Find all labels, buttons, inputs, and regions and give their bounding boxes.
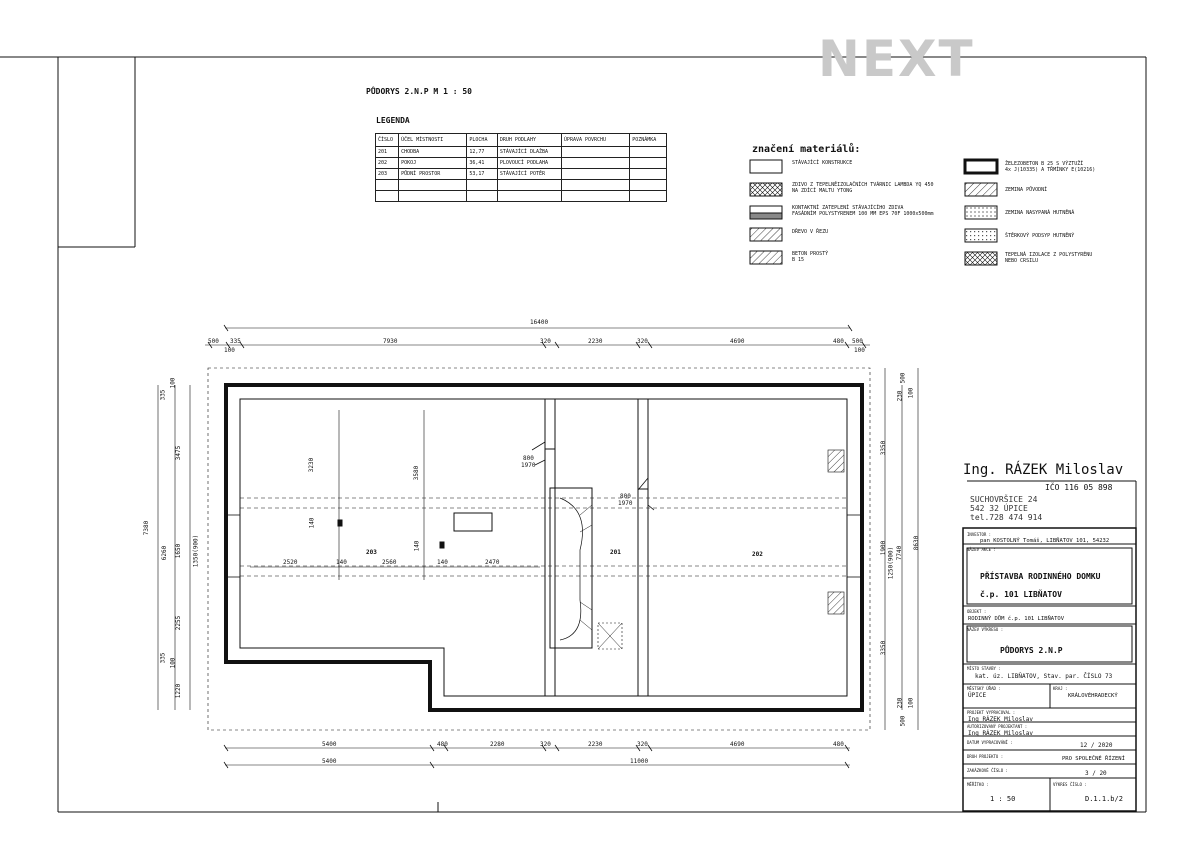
dim-label: 1220 — [175, 683, 183, 699]
dim-label: 1650 — [175, 543, 183, 559]
swatch-blocks — [750, 183, 782, 196]
swatch-rc — [965, 160, 997, 173]
legend-cell: 201 — [376, 147, 399, 158]
legend-cell — [561, 147, 629, 158]
dim-label: 16400 — [530, 319, 549, 326]
swatch-soil — [965, 183, 997, 196]
legend-cell: PŮDNÍ PROSTOR — [399, 169, 467, 180]
responsible: Ing RÁZEK Miloslav — [968, 730, 1034, 737]
dim-label: 4690 — [730, 338, 745, 345]
dim-label: 3475 — [175, 445, 183, 461]
object-label: OBJEKT : — [967, 609, 987, 614]
region-label: KRAJ : — [1053, 686, 1068, 691]
address-line: 542 32 ÚPICE — [970, 504, 1028, 513]
dim-label: 2470 — [485, 559, 500, 566]
dim-label: 100 — [169, 377, 177, 389]
date: 12 / 2020 — [1080, 742, 1113, 749]
dim-label: 3350 — [880, 640, 888, 656]
dim-label: 3230 — [308, 457, 316, 473]
legend-cell — [630, 169, 667, 180]
legend-cell: 203 — [376, 169, 399, 180]
dim-label: 100 — [907, 387, 915, 399]
dim-label: 500 — [852, 338, 863, 345]
legend-cell — [561, 169, 629, 180]
legend-col-header: PLOCHA — [467, 134, 497, 147]
dim-label: 6260 — [161, 545, 169, 561]
material-label: BETON PROSTÝ B 15 — [792, 251, 829, 263]
legend-cell: POKOJ — [399, 158, 467, 169]
next-logo: NEXT — [818, 30, 975, 88]
date-label: DATUM VYPRACOVÁNÍ : — [967, 740, 1013, 745]
project-type: PRO SPOLEČNÉ ŘÍZENÍ — [1062, 756, 1125, 762]
dim-label: 11000 — [630, 758, 649, 765]
legend-cell — [630, 158, 667, 169]
dim-label: 140 — [413, 540, 421, 552]
project-line1: PŘÍSTAVBA RODINNÉHO DOMKU — [980, 572, 1101, 581]
made-by-label: PROJEKT VYPRACOVAL : — [967, 710, 1016, 715]
dim-label: 140 — [308, 517, 316, 529]
project-line2: č.p. 101 LIBŇATOV — [980, 590, 1062, 599]
author-name: Ing. RÁZEK Miloslav — [963, 462, 1124, 478]
material-label: ZDIVO Z TEPELNĚIZOLAČNÍCH TVÁRNIC LAMBDA YQ 450 NA ZDÍCÍ MALTU YTONG — [792, 182, 934, 194]
swatch-eps — [965, 252, 997, 265]
scale: 1 : 50 — [990, 795, 1016, 803]
dim-label: 1970 — [618, 500, 633, 507]
region: KRÁLOVÉHRADECKÝ — [1068, 693, 1118, 699]
legend-cell — [630, 147, 667, 158]
legend-cell: CHODBA — [399, 147, 467, 158]
table-row — [376, 191, 667, 202]
drawing-label: NÁZEV VÝKRESU : — [967, 627, 1004, 632]
investor-label: INVESTOR : — [967, 532, 992, 537]
dim-label: 5400 — [322, 741, 337, 748]
place-label: MÍSTO STAVBY : — [967, 666, 1001, 671]
dim-label: 7930 — [383, 338, 398, 345]
dim-label: 4690 — [730, 741, 745, 748]
ico: IČO 116 05 898 — [1045, 483, 1113, 492]
dim-label: 335 — [159, 652, 167, 664]
legend-col-header: ÚPRAVA POVRCHU — [561, 134, 629, 147]
dim-label: 335 — [159, 389, 167, 401]
legend-cell: STÁVAJÍCÍ POTĚR — [497, 169, 561, 180]
dim-label: 500 — [899, 372, 907, 384]
legend-col-header: ČÍSLO — [376, 134, 399, 147]
material-label: DŘEVO V ŘEZU — [792, 229, 829, 235]
dim-label: 3580 — [413, 465, 421, 481]
material-label: TEPELNÁ IZOLACE Z POLYSTYRÉNU NEBO CRSILU — [1005, 252, 1093, 264]
sheet-number: D.1.1.b/2 — [1085, 795, 1123, 803]
sheet-label: VÝKRES ČÍSLO : — [1053, 782, 1087, 787]
dim-label: 3350 — [880, 440, 888, 456]
scale-label: MĚŘÍTKO : — [967, 782, 989, 787]
dim-label: 480 — [833, 741, 844, 748]
responsible-label: AUTORIZOVANÝ PROJEKTANT : — [967, 724, 1028, 729]
dim-label: 320 — [540, 741, 551, 748]
made-by: Ing RÁZEK Miloslav — [968, 716, 1034, 723]
dim-label: 230 — [896, 697, 904, 709]
dim-label: 230 — [896, 390, 904, 402]
office: ÚPICE — [968, 692, 987, 699]
dim-label: 2230 — [588, 338, 603, 345]
legend-cell: 12,77 — [467, 147, 497, 158]
material-label: STÁVAJÍCÍ KONSTRUKCE — [792, 160, 853, 166]
swatch-wood — [750, 228, 782, 241]
dim-label: 335 — [230, 338, 241, 345]
dim-label: 5400 — [322, 758, 337, 765]
dim-label: 480 — [833, 338, 844, 345]
dim-label: 320 — [637, 338, 648, 345]
dim-label: 500 — [208, 338, 219, 345]
dim-label: 7380 — [143, 520, 151, 536]
floor-plan — [140, 310, 930, 780]
legend-heading: LEGENDA — [376, 116, 410, 125]
dim-label: 800 — [523, 455, 534, 462]
legend-cell: 36,41 — [467, 158, 497, 169]
legend-table — [375, 133, 667, 202]
dim-label: 480 — [437, 741, 448, 748]
legend-col-header: ÚČEL MÍSTNOSTI — [399, 134, 467, 147]
material-label: ŽELEZOBETON B 25 S VÝZTUŽÍ 4x J(10335) A TŘMÍNKY E(10216) — [1005, 161, 1096, 173]
dim-label: 800 — [620, 493, 631, 500]
room-label: 203 — [366, 549, 377, 556]
room-label: 201 — [610, 549, 621, 556]
dim-label: 2230 — [588, 741, 603, 748]
dim-label: 2520 — [283, 559, 298, 566]
dim-label: 320 — [637, 741, 648, 748]
dim-label: 100 — [854, 347, 865, 354]
order-label: ZAKÁZKOVÉ ČÍSLO : — [967, 768, 1008, 773]
dim-label: 2255 — [175, 615, 183, 631]
table-row — [376, 169, 667, 180]
office-label: MĚSTSKÝ ÚŘAD : — [967, 686, 1001, 691]
dim-label: 1900 — [880, 540, 888, 556]
dim-label: 100 — [169, 657, 177, 669]
material-label: KONTAKTNÍ ZATEPLENÍ STÁVAJÍCÍHO ZDIVA FASÁDNÍM POLYSTYRENEM 100 MM EPS 70F 1000x500mm — [792, 205, 934, 217]
legend-cell: STÁVAJÍCÍ DLAŽBA — [497, 147, 561, 158]
dim-label: 7740 — [896, 545, 904, 561]
dim-label: 100 — [224, 347, 235, 354]
swatch-concrete — [750, 251, 782, 264]
material-label: ŠTĚRKOVÝ PODSYP HUTNĚNÝ — [1005, 233, 1075, 239]
swatch-gravel — [965, 229, 997, 242]
dim-label: 1250(900) — [887, 546, 895, 580]
legend-header-row — [376, 134, 667, 147]
order-number: 3 / 20 — [1085, 770, 1107, 777]
dim-label: 100 — [907, 697, 915, 709]
drawing-title: PŮDORYS 2.N.P M 1 : 50 — [366, 87, 472, 96]
type-label: DRUH PROJEKTU : — [967, 754, 1004, 759]
object: RODINNÝ DŮM č.p. 101 LIBŇATOV — [968, 616, 1065, 622]
phone: tel.728 474 914 — [970, 513, 1043, 522]
material-label: ZEMINA PŮVODNÍ — [1005, 187, 1048, 193]
dim-label: 1970 — [521, 462, 536, 469]
table-row — [376, 180, 667, 191]
table-row — [376, 147, 667, 158]
dim-label: 320 — [540, 338, 551, 345]
room-label: 202 — [752, 551, 763, 558]
swatch-fill — [965, 206, 997, 219]
dim-label: 1350(900) — [192, 534, 200, 568]
investor: pan KOSTOLNÝ Tomáš, LIBŇATOV 101, 54232 — [980, 538, 1110, 544]
dim-label: 2280 — [490, 741, 505, 748]
drawing-name: PŮDORYS 2.N.P — [1000, 646, 1063, 655]
legend-cell — [561, 158, 629, 169]
project-label: NÁZEV AKCE : — [967, 547, 996, 552]
dim-label: 500 — [899, 715, 907, 727]
table-row — [376, 158, 667, 169]
legend-cell: PLOVOUCÍ PODLAHA — [497, 158, 561, 169]
legend-col-header: DRUH PODLAHY — [497, 134, 561, 147]
legend-col-header: POZNÁMKA — [630, 134, 667, 147]
swatch-existing — [750, 160, 782, 173]
dim-label: 140 — [437, 559, 448, 566]
dim-label: 2560 — [382, 559, 397, 566]
legend-cell: 53,17 — [467, 169, 497, 180]
materials-heading: značení materiálů: — [752, 144, 861, 155]
material-label: ZEMINA NASYPANÁ HUTNĚNÁ — [1005, 210, 1075, 216]
legend-cell: 202 — [376, 158, 399, 169]
address-line: SUCHOVRŠICE 24 — [970, 495, 1038, 504]
dim-label: 140 — [336, 559, 347, 566]
place: kat. úz. LIBŇATOV, Stav. par. ČÍSLO 73 — [975, 673, 1113, 680]
dim-label: 8630 — [913, 535, 921, 551]
